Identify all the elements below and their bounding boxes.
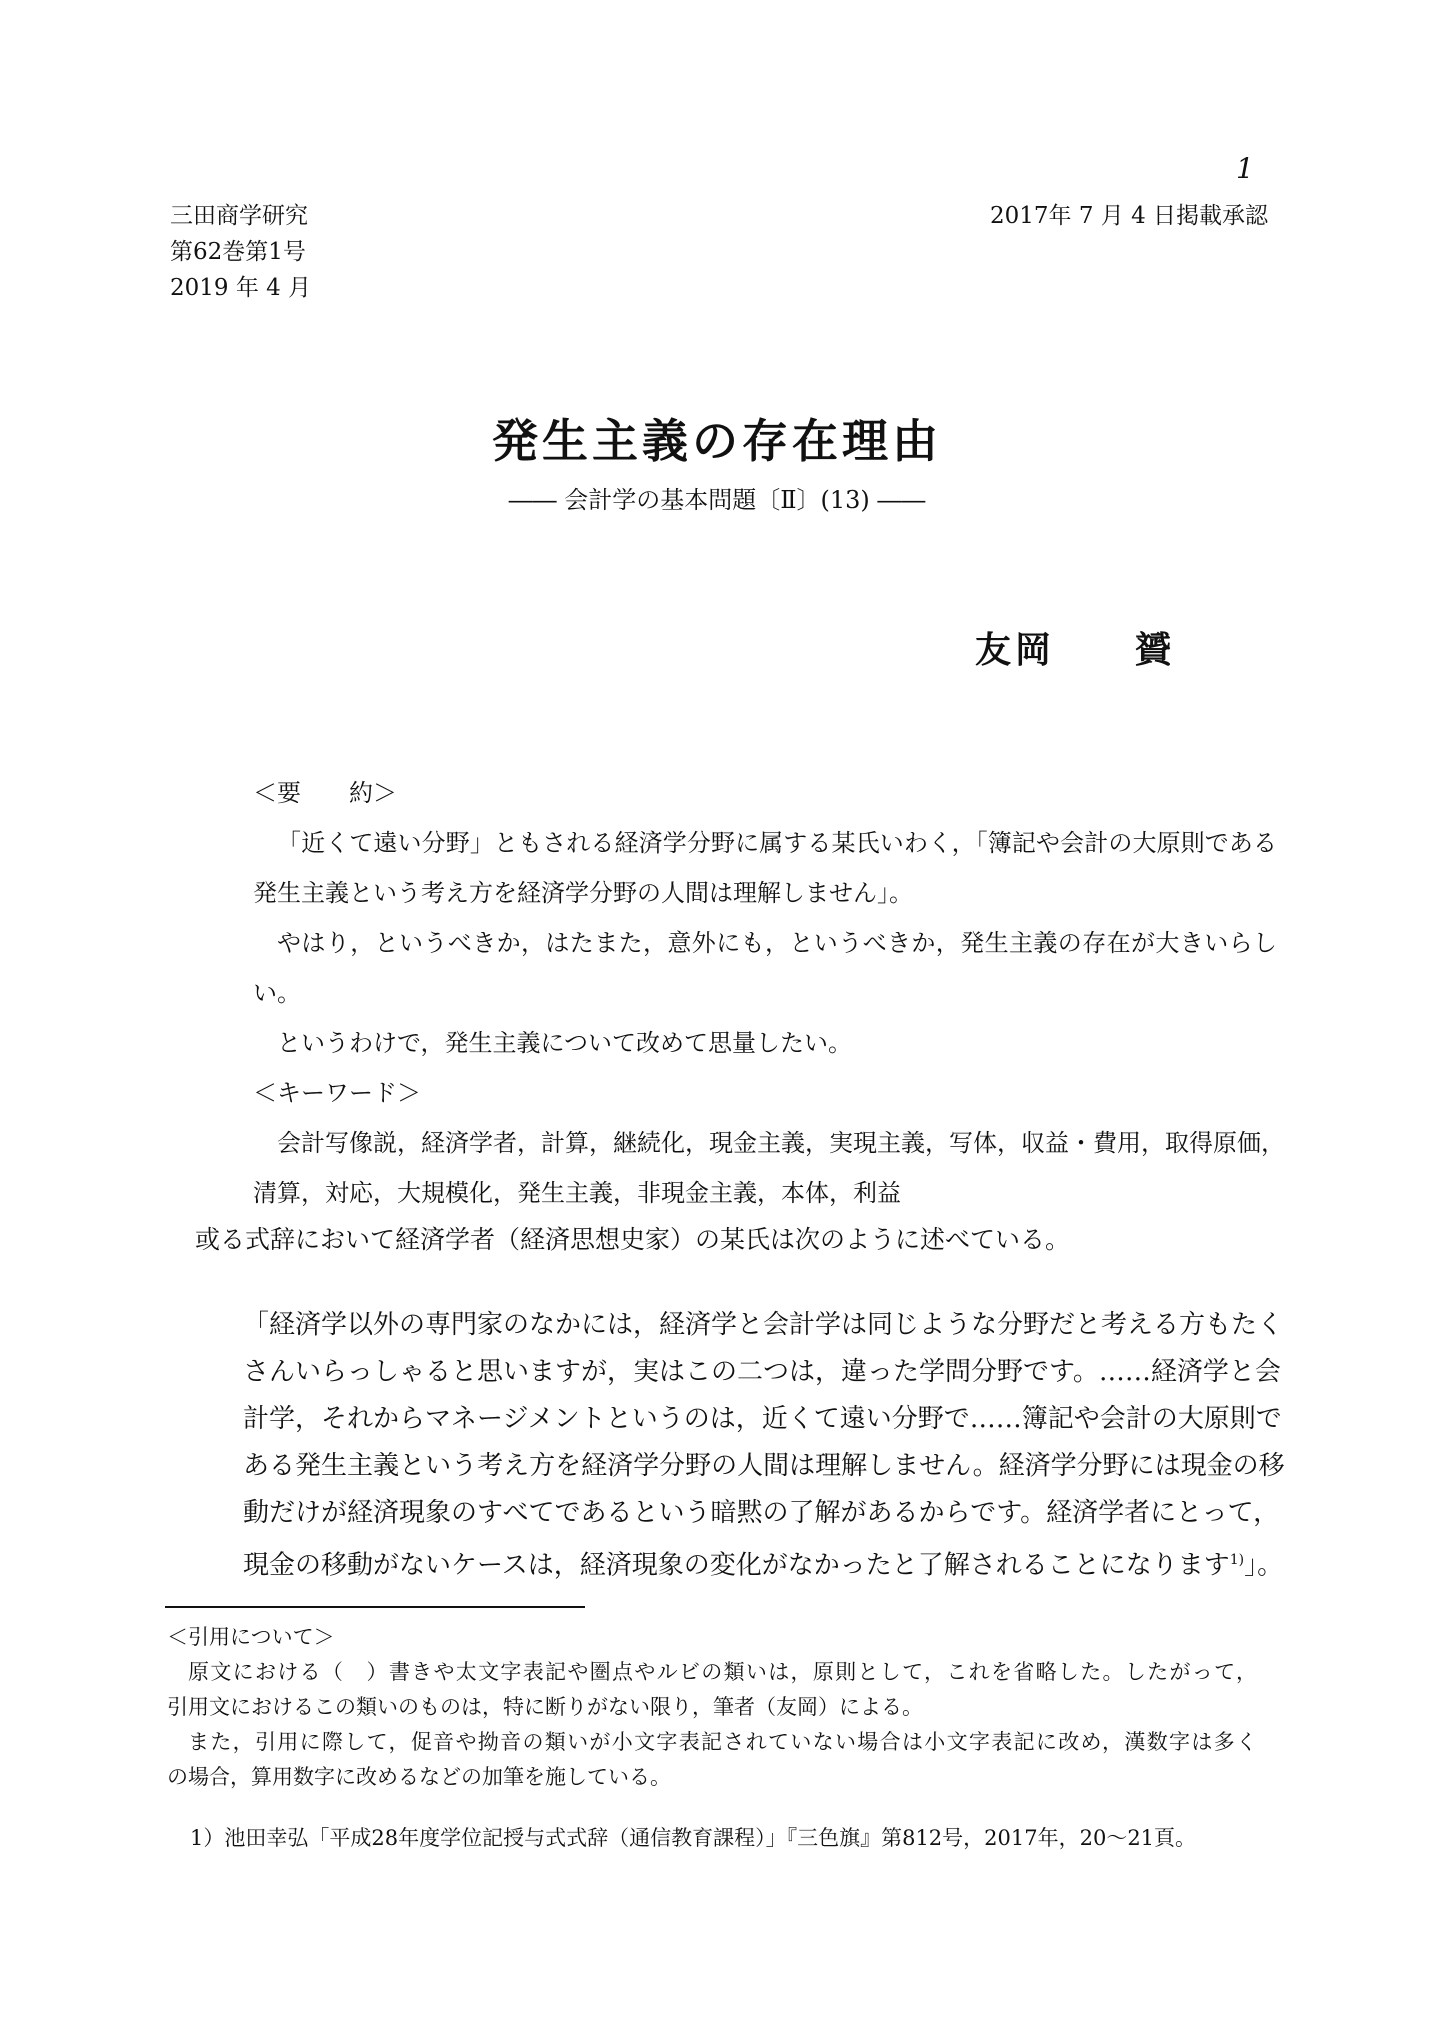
emphasis-char: ・ 則 — [1230, 1404, 1256, 1434]
emphasis-char: ・ 生 — [321, 1451, 347, 1481]
quote-line — [243, 1537, 1284, 1590]
footnote-reference[interactable]: 1) — [1229, 1552, 1245, 1568]
quote-line: さんいらっしゃると思いますが，実はこの二つは，違った学問分野です。……経済学と会 — [243, 1357, 1281, 1387]
quote-text: という考え方を経済学分野の人間は理解しません。経済学分野には現金の移 — [399, 1451, 1285, 1481]
keywords-section — [253, 1068, 1285, 1218]
block-quote — [243, 1302, 1285, 1590]
quote-line: 「経済学以外の専門家のなかには，経済学と会計学は同じような分野だと考える方もたく — [243, 1310, 1284, 1340]
quote-text: 」。 — [1244, 1550, 1284, 1581]
emphasis-char: ・ 原 — [1204, 1404, 1230, 1434]
quote-line — [243, 1396, 1282, 1443]
keywords-heading: ＜キーワード＞ — [253, 1079, 421, 1107]
author-name: 友岡 贇 — [975, 629, 1176, 671]
quote-text: 現金の移動がないケースは，経済現象の変化がなかったと了解されることになります — [243, 1550, 1230, 1581]
journal-volume: 第62巻第1号 — [170, 239, 306, 265]
journal-date: 2019 年 4 月 — [170, 275, 312, 301]
summary-line: い。 — [253, 979, 301, 1007]
intro-paragraph: 或る式辞において経済学者（経済思想史家）の某氏は次のように述べている。 — [195, 1225, 1071, 1254]
acceptance-date: 2017年 7 月 4 日掲載承認 — [990, 203, 1269, 229]
quote-text: 計学，それからマネージメントというのは，近くて遠い分野で……簿記や会計の — [243, 1404, 1178, 1434]
emphasis-char: ・ 発 — [295, 1451, 321, 1481]
summary-line: やはり，というべきか，はたまた，意外にも，というべきか，発生主義の存在が大きいらし — [277, 929, 1277, 957]
keywords-line: 清算，対応，大規模化，発生主義，非現金主義，本体，利益 — [253, 1179, 901, 1207]
emphasis-char: ・ 義 — [373, 1451, 399, 1481]
keywords-line: 会計写像説，経済学者，計算，継続化，現金主義，実現主義，写体，収益・費用，取得原価， — [277, 1129, 1285, 1157]
journal-info — [170, 198, 311, 306]
article-title: 発生主義の存在理由 — [492, 414, 942, 468]
footnote-divider — [165, 1606, 585, 1608]
emphasis-char: ・ 主 — [347, 1451, 373, 1481]
footnote-1: 1）池田幸弘「平成28年度学位記授与式式辞（通信教育課程）」『三色旗』第812号，2017年，20～21頁。 — [190, 1826, 1197, 1850]
summary-line: というわけで，発生主義について改めて思量したい。 — [277, 1029, 853, 1057]
citation-note-line: 原文における（ ）書きや太文字表記や圏点やルビの類いは，原則として，これを省略した。したがって， — [188, 1660, 1257, 1684]
summary-heading: ＜要 約＞ — [253, 779, 397, 807]
emphasis-char: ・ 大 — [1178, 1404, 1204, 1434]
journal-name: 三田商学研究 — [170, 203, 308, 229]
quote-text: で — [1255, 1404, 1282, 1434]
citation-note-heading: ＜引用について＞ — [167, 1625, 335, 1649]
page-number: 1 — [1236, 152, 1254, 185]
quote-line — [243, 1443, 1285, 1490]
article-subtitle: ―― 会計学の基本問題〔Ⅱ〕(13) ―― — [508, 486, 926, 514]
citation-note-line: また，引用に際して，促音や拗音の類いが小文字表記されていない場合は小文字表記に改め，漢数字は多く — [188, 1730, 1257, 1754]
citation-note-line: 引用文におけるこの類いのものは，特に断りがない限り，筆者（友岡）による。 — [167, 1695, 923, 1719]
summary-section — [253, 768, 1277, 1068]
citation-note-line: の場合，算用数字に改めるなどの加筆を施している。 — [167, 1765, 671, 1789]
summary-line: 「近くて遠い分野」ともされる経済学分野に属する某氏いわく，「簿記や会計の大原則である — [277, 829, 1277, 857]
quote-line: 動だけが経済現象のすべてであるという暗黙の了解があるからです。経済学者にとって， — [243, 1498, 1280, 1528]
quote-text: ある — [243, 1451, 296, 1481]
citation-note — [167, 1620, 1257, 1795]
summary-line: 発生主義という考え方を経済学分野の人間は理解しません」。 — [253, 879, 913, 907]
